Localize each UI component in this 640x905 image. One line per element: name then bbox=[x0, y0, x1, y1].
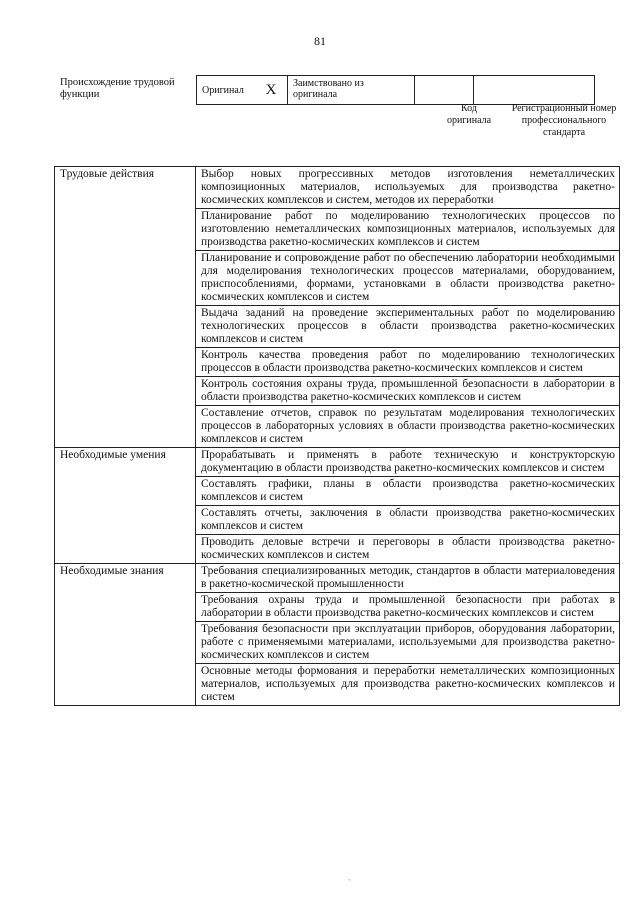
section-item: Прорабатывать и применять в работе техническую и конструкторскую документацию в области производства ракетно-космических комплексов и систем bbox=[196, 448, 620, 477]
section-item: Планирование и сопровождение работ по обеспечению лаборатории необходимыми для моделирования технологических процессов материалами, оборудованием, приспособлениями, формами, установками в области производства ракетно-космических комплексов и систем bbox=[196, 251, 620, 306]
original-mark: X bbox=[255, 76, 288, 105]
table-row bbox=[55, 167, 620, 209]
origin-table bbox=[196, 75, 595, 105]
section-item: Составлять графики, планы в области производства ракетно-космических комплексов и систем bbox=[196, 477, 620, 506]
section-item: Проводить деловые встречи и переговоры в области производства ракетно-космических комплексов и систем bbox=[196, 535, 620, 564]
page-number: 81 bbox=[314, 34, 326, 48]
section-item: Планирование работ по моделированию технологических процессов по изготовлению неметаллических композиционных материалов, используемых для производства ракетно-космических комплексов и систем bbox=[196, 209, 620, 251]
section-title: Необходимые знания bbox=[55, 564, 196, 706]
reg-number-caption: Регистрационный номер профессионального стандарта bbox=[511, 103, 617, 138]
code-caption: Код оригинала bbox=[446, 103, 492, 126]
section-item: Требования специализированных методик, стандартов в области материаловедения в ракетно-космической промышленности bbox=[196, 564, 620, 593]
code-cell bbox=[415, 76, 474, 105]
section-item: Выбор новых прогрессивных методов изготовления неметаллических композиционных материалов, используемых для производства ракетно-космических комплексов и систем, методов их переработки bbox=[196, 167, 620, 209]
table-row bbox=[55, 564, 620, 593]
section-item: Основные методы формования и переработки неметаллических композиционных материалов, используемых для производства ракетно-космических комплексов и систем bbox=[196, 664, 620, 706]
borrowed-label: Заимствовано из оригинала bbox=[288, 76, 415, 105]
section-title: Необходимые умения bbox=[55, 448, 196, 564]
section-item: Составление отчетов, справок по результатам моделирования технологических процессов в лабораторных условиях в области производства ракетно-космических комплексов и систем bbox=[196, 406, 620, 448]
scan-mark: ` bbox=[348, 878, 351, 887]
section-item: Контроль состояния охраны труда, промышленной безопасности в лаборатории в области производства ракетно-космических комплексов и систем bbox=[196, 377, 620, 406]
section-item: Требования безопасности при эксплуатации приборов, оборудования лаборатории, работе с применяемыми материалами, используемыми для производства ракетно-космических комплексов и систем bbox=[196, 622, 620, 664]
reg-number-cell bbox=[474, 76, 595, 105]
section-item: Составлять отчеты, заключения в области производства ракетно-космических комплексов и систем bbox=[196, 506, 620, 535]
section-item: Контроль качества проведения работ по моделированию технологических процессов в области производства ракетно-космических комплексов и систем bbox=[196, 348, 620, 377]
original-label: Оригинал bbox=[197, 76, 256, 105]
labor-function-table bbox=[54, 166, 620, 706]
section-title: Трудовые действия bbox=[55, 167, 196, 448]
origin-label: Происхождение трудовой функции bbox=[60, 77, 175, 100]
section-item: Требования охраны труда и промышленной безопасности при работах в лаборатории в области производства ракетно-космических комплексов и систем bbox=[196, 593, 620, 622]
table-row bbox=[55, 448, 620, 477]
section-item: Выдача заданий на проведение экспериментальных работ по моделированию технологических процессов в области производства ракетно-космических комплексов и систем bbox=[196, 306, 620, 348]
